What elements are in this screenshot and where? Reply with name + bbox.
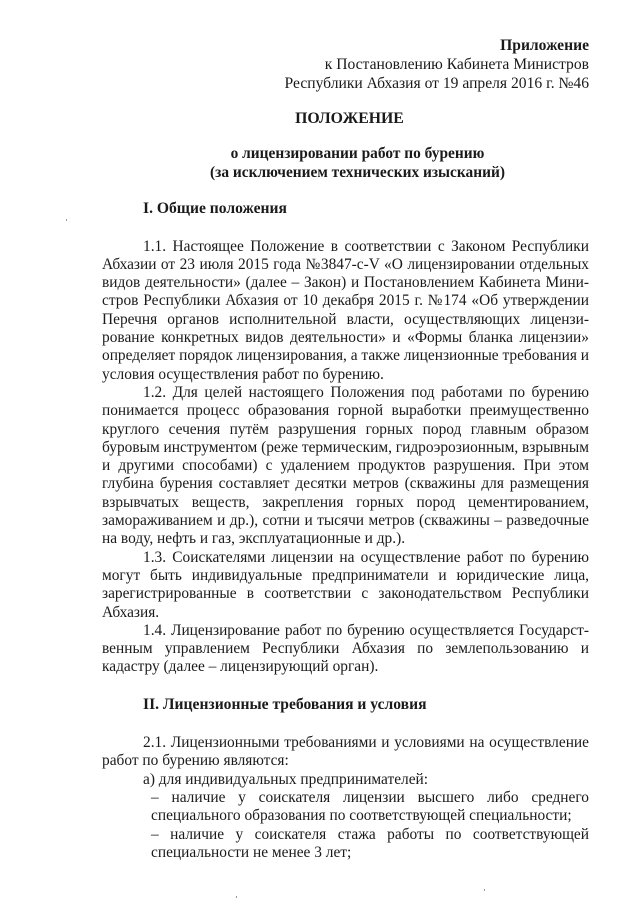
section-general-provisions <box>102 200 589 676</box>
document-page <box>102 36 589 862</box>
scan-artifact <box>66 219 67 221</box>
document-title: ПОЛОЖЕНИЕ <box>295 110 404 127</box>
paragraph-1-1: 1.1. Настоящее Положение в соответствии с Законом Республики Абхазии от 23 июля 2015 года №3847-с-V «О лицензировании отдельных видов деятельности» (далее – Закон) и Постановлением Кабинета Министров Республики Абхазия от 10 декабря 2015 г. №174 «Об утверждении Перечня органов исполнительной власти, осуществляющих лицензирование конкретных видов деятельности» и «Формы бланка лицензии» определяет порядок лицензирования, а также лицензионные требования и условия осуществления работ по бурению. <box>102 237 589 383</box>
paragraph-1-2: 1.2. Для целей настоящего Положения под работами по бурению понимается процесс образования горной выработки преимущественно круглого сечения путём разрушения горных пород главным образом буровым инструментом (реже термическим, гидроэрозионным, взрывным и другими способами) с удалением продуктов разрушения. При этом глубина бурения составляет десятки метров (скважины для размещения взрывчатых веществ, закрепления горных пород цементированием, замораживанием и др.), сотни и тысячи метров (скважины – разведочные на воду, нефть и газ, эксплуатационные и др.). <box>102 383 589 548</box>
appendix-reference-line-1: к Постановлению Кабинета Министров <box>324 56 589 73</box>
document-subtitle <box>102 145 589 182</box>
section-heading: II. Лицензионные требования и условия <box>143 695 427 713</box>
sub-item-a: а) для индивидуальных предпринимателей: <box>143 770 429 788</box>
document-subtitle-line-1: о лицензировании работ по бурению <box>230 145 485 163</box>
paragraph-2-1: 2.1. Лицензионными требованиями и условиями на осуществление работ по бурению являются: <box>102 734 589 770</box>
section-heading: I. Общие положения <box>143 200 287 218</box>
paragraph-1-3: 1.3. Соискателями лицензии на осуществление работ по бурению могут быть индивидуальные предприниматели и юридические лица, зарегистрированные в соответствии с законодательством Республики Абхазия. <box>102 548 589 621</box>
dash-item-education: – наличие у соискателя лицензии высшего либо среднего специального образования по соответствующей специальности; <box>151 788 589 825</box>
paragraph-1-4: 1.4. Лицензирование работ по бурению осуществляется Государственным управлением Республики Абхазия по землепользованию и кадастру (далее – лицензирующий орган). <box>102 621 589 676</box>
section-license-requirements <box>102 696 589 862</box>
scan-artifact <box>484 889 485 891</box>
appendix-reference-line-2: Республики Абхазия от 19 апреля 2016 г. №46 <box>284 75 589 92</box>
appendix-title: Приложение <box>500 37 589 54</box>
scan-artifact <box>236 896 237 898</box>
document-subtitle-line-2: (за исключением технических изысканий) <box>210 163 505 181</box>
appendix-header <box>102 36 589 93</box>
dash-item-experience: – наличие у соискателя стажа работы по соответствующей специальности не менее 3 лет; <box>151 825 589 861</box>
